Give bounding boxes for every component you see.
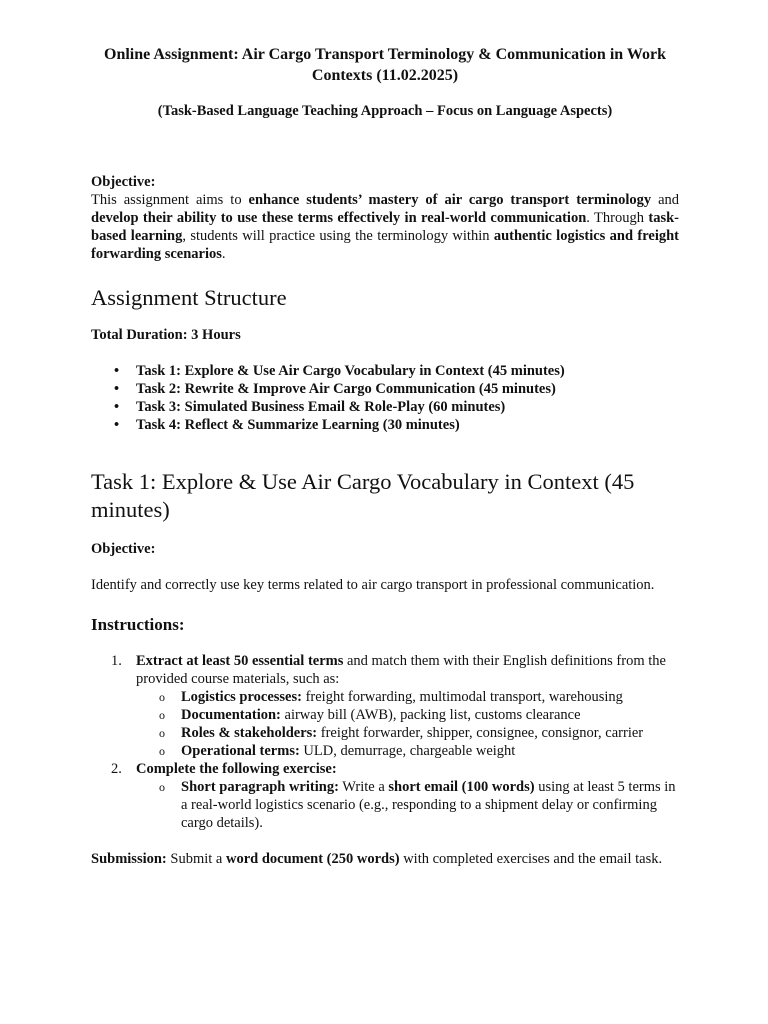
instruction-step-2: 2. Complete the following exercise: o Short paragraph writing: Write a short email (100 words) using at least 5 terms in a real-world logistics scenario (e.g., responding to a shipment delay or confirming cargo details). (91, 760, 679, 832)
task-list-item: • Task 1: Explore & Use Air Cargo Vocabulary in Context (45 minutes) (114, 363, 565, 379)
bullet-icon: • (114, 399, 120, 415)
task1-objective-text: Identify and correctly use key terms related to air cargo transport in professional communication. (91, 577, 655, 593)
objective-label: Objective: (91, 174, 156, 190)
circle-bullet-icon: o (159, 690, 165, 704)
document-subtitle: (Task-Based Language Teaching Approach – Focus on Language Aspects) (157, 103, 613, 119)
circle-bullet-icon: o (159, 726, 165, 740)
instruction-step-1: 1. Extract at least 50 essential terms and match them with their English definitions from the provided course materials, such as: o Logistics processes: freight forwarding, multimodal transport, warehousing o Documentation: airway bill (AWB), packing list, customs clearance o Roles & stakeholders: freight forwarder, shipper, consignee, consignor, carrier o Operational terms: ULD, demurrage, chargeable weight (91, 652, 679, 760)
objective-paragraph: This assignment aims to enhance students’ mastery of air cargo transport terminology and develop their ability to use these terms effectively in real-world communication. Through task-based learning, students will practice using the terminology within authentic logistics and freight forwarding scenarios. (91, 192, 680, 262)
instructions-heading: Instructions: (91, 615, 185, 634)
list-item: o Roles & stakeholders: freight forwarder, shipper, consignee, consignor, carrier (159, 725, 644, 741)
task-list-item: • Task 2: Rewrite & Improve Air Cargo Communication (45 minutes) (114, 381, 556, 397)
step-number: 1. (111, 653, 122, 669)
task1-heading: Task 1: Explore & Use Air Cargo Vocabulary in Context (45 minutes) (91, 469, 635, 522)
circle-bullet-icon: o (159, 744, 165, 758)
task-list-item: • Task 4: Reflect & Summarize Learning (30 minutes) (114, 417, 460, 433)
bullet-icon: • (114, 363, 120, 379)
document-page (91, 44, 679, 868)
list-item: o Logistics processes: freight forwarding, multimodal transport, warehousing (159, 689, 623, 705)
circle-bullet-icon: o (159, 780, 165, 794)
task1-objective-label: Objective: (91, 541, 156, 557)
bullet-icon: • (114, 417, 120, 433)
document-title: Online Assignment: Air Cargo Transport Terminology & Communication in Work Contexts (11.02.2025) (104, 46, 666, 84)
total-duration: Total Duration: 3 Hours (91, 327, 241, 343)
list-item: o Operational terms: ULD, demurrage, chargeable weight (159, 743, 516, 759)
instruction-steps (91, 652, 679, 832)
task-list (91, 362, 679, 434)
submission-note: Submission: Submit a word document (250 words) with completed exercises and the email task. (91, 851, 663, 867)
bullet-icon: • (114, 381, 120, 397)
task-list-item: • Task 3: Simulated Business Email & Role-Play (60 minutes) (114, 399, 506, 415)
list-item: o Short paragraph writing: Write a short email (100 words) using at least 5 terms in a real-world logistics scenario (e.g., responding to a shipment delay or confirming cargo details). (159, 779, 676, 831)
assignment-structure-heading: Assignment Structure (91, 285, 287, 310)
term-categories (136, 688, 679, 760)
step-number: 2. (111, 761, 122, 777)
list-item: o Documentation: airway bill (AWB), packing list, customs clearance (159, 707, 581, 723)
circle-bullet-icon: o (159, 708, 165, 722)
exercise-list (136, 778, 679, 832)
